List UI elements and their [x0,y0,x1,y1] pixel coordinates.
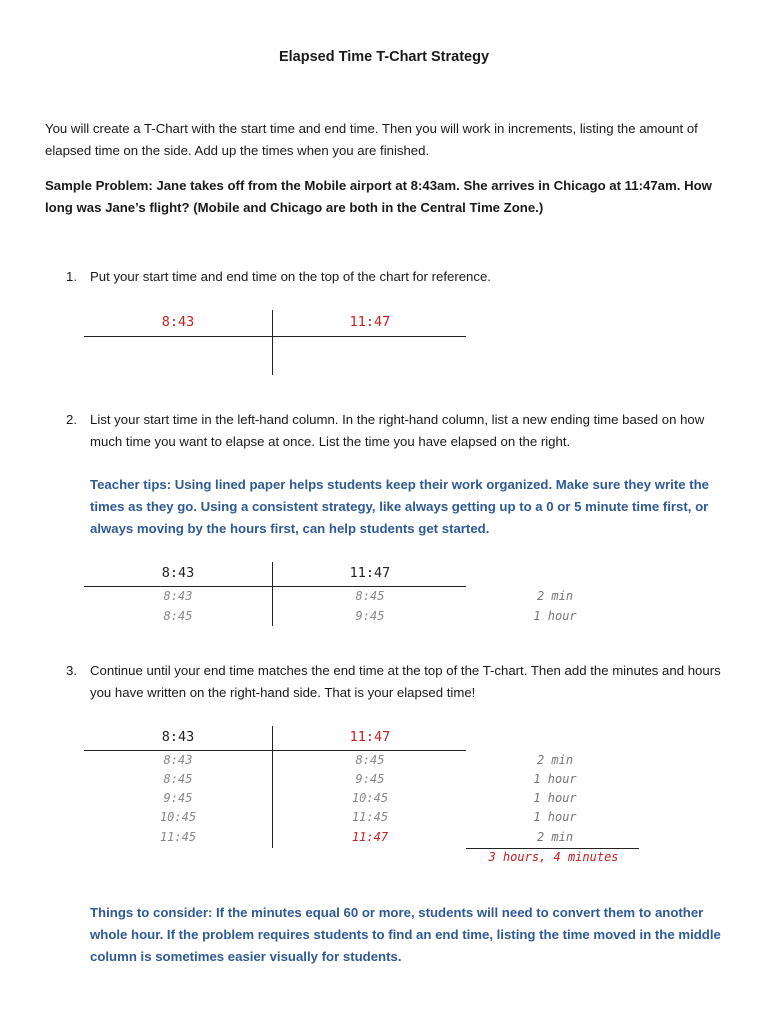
step-3 [66,660,736,704]
chart2-start-time: 8:43 [161,565,195,581]
chart2-row-left: 8:45 [163,609,193,623]
chart2-row-elapsed: 1 hour [533,609,577,623]
chart2-row-right: 9:45 [355,609,385,623]
chart3-horizontal-line [84,750,466,751]
chart3-sum-line [466,848,639,849]
chart2-row-left: 8:43 [163,589,193,603]
chart3-row-elapsed: 1 hour [533,810,577,824]
chart3-end-time: 11:47 [349,729,391,745]
step-2 [66,409,736,453]
chart2-vertical-line [272,562,273,626]
chart1-vertical-line [272,310,273,375]
chart3-row-right: 8:45 [355,753,385,767]
chart3-row-right: 11:47 [351,830,389,844]
step-text: List your start time in the left-hand column. In the right-hand column, list a new ending time based on how much time you want to elapse at once. List the time you have elapsed on the right. [90,412,705,449]
chart3-row-elapsed: 2 min [536,753,574,767]
chart3-row-left: 8:45 [163,772,193,786]
chart1-start-time: 8:43 [161,314,195,330]
chart3-row-left: 10:45 [159,810,197,824]
step-number: 1. [66,269,77,284]
step-text: Continue until your end time matches the end time at the top of the T-chart. Then add the minutes and hours you have written on the right-hand side. That is your elapsed time! [90,663,721,700]
things-to-consider: Things to consider: If the minutes equal 60 or more, students will need to convert them to another whole hour. If the problem requires students to find an end time, listing the time moved in the middle column is sometimes easier visually for students. [90,905,721,964]
teacher-tips: Teacher tips: Using lined paper helps students keep their work organized. Make sure they write the times as they go. Using a consistent strategy, like always getting up to a 0 or 5 minute time first, or always moving by the hours first, can help students get started. [90,477,709,536]
chart2-end-time: 11:47 [349,565,391,581]
elapsed-total: 3 hours, 4 minutes [488,850,619,864]
chart3-row-left: 8:43 [163,753,193,767]
chart3-row-right: 11:45 [351,810,389,824]
step-number: 2. [66,412,77,427]
step-number: 3. [66,663,77,678]
chart3-row-right: 10:45 [351,791,389,805]
chart2-horizontal-line [84,586,466,587]
chart3-vertical-line [272,726,273,848]
chart2-row-elapsed: 2 min [536,589,574,603]
chart3-start-time: 8:43 [161,729,195,745]
chart3-row-elapsed: 2 min [536,830,574,844]
chart2-row-right: 8:45 [355,589,385,603]
chart3-row-elapsed: 1 hour [533,791,577,805]
chart3-row-elapsed: 1 hour [533,772,577,786]
page-title: Elapsed Time T-Chart Strategy [278,49,490,65]
chart3-row-right: 9:45 [355,772,385,786]
chart3-row-left: 11:45 [159,830,197,844]
sample-problem: Sample Problem: Jane takes off from the Mobile airport at 8:43am. She arrives in Chicago at 11:47am. How long was Jane’s flight? (Mobile and Chicago are both in the Central Time Zone.) [45,178,712,215]
step-text: Put your start time and end time on the top of the chart for reference. [90,269,491,284]
chart1-horizontal-line [84,336,466,337]
chart3-row-left: 9:45 [163,791,193,805]
intro-paragraph: You will create a T-Chart with the start time and end time. Then you will work in increments, listing the amount of elapsed time on the side. Add up the times when you are finished. [45,121,698,158]
chart1-end-time: 11:47 [349,314,391,330]
